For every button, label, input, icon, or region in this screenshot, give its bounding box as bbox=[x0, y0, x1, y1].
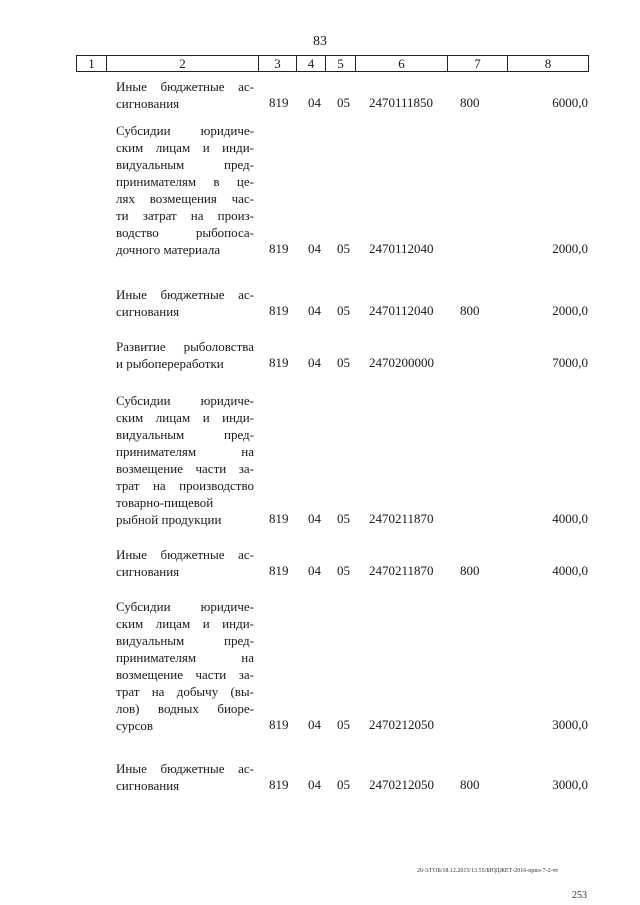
cell-c7: 800 bbox=[460, 777, 480, 792]
cell-c5: 05 bbox=[337, 95, 350, 110]
cell-c6: 2470212050 bbox=[369, 777, 434, 792]
description-line: рыбной продукции bbox=[116, 512, 222, 527]
column-header-table bbox=[76, 55, 589, 72]
description-line: сурсов bbox=[116, 718, 154, 733]
cell-c5: 05 bbox=[337, 777, 350, 792]
cell-c5: 05 bbox=[337, 563, 350, 578]
cell-c8: 2000,0 bbox=[552, 303, 588, 318]
description-line: Иные бюджетные ас- bbox=[116, 79, 254, 94]
header-col-4: 4 bbox=[297, 56, 326, 72]
cell-c8: 2000,0 bbox=[552, 241, 588, 256]
cell-c4: 04 bbox=[308, 355, 321, 370]
description-line: лях возмещения час- bbox=[116, 191, 254, 206]
description-line: ским лицам и инди- bbox=[116, 410, 254, 425]
cell-c6: 2470211870 bbox=[369, 511, 434, 526]
cell-c3: 819 bbox=[269, 95, 289, 110]
cell-c7: 800 bbox=[460, 95, 480, 110]
description-line: товарно-пищевой bbox=[116, 495, 214, 510]
description-line: сигнования bbox=[116, 96, 180, 111]
cell-c3: 819 bbox=[269, 511, 289, 526]
cell-c6: 2470112040 bbox=[369, 303, 434, 318]
description-line: ским лицам и инди- bbox=[116, 140, 254, 155]
cell-c7: 800 bbox=[460, 563, 480, 578]
header-col-3: 3 bbox=[259, 56, 297, 72]
cell-c5: 05 bbox=[337, 717, 350, 732]
description-line: принимателям в це- bbox=[116, 174, 254, 189]
cell-c8: 7000,0 bbox=[552, 355, 588, 370]
row-description bbox=[116, 392, 254, 528]
cell-c5: 05 bbox=[337, 511, 350, 526]
description-line: ти затрат на произ- bbox=[116, 208, 254, 223]
cell-c8: 4000,0 bbox=[552, 511, 588, 526]
cell-c3: 819 bbox=[269, 563, 289, 578]
cell-c7: 800 bbox=[460, 303, 480, 318]
cell-c4: 04 bbox=[308, 563, 321, 578]
cell-c6: 2470112040 bbox=[369, 241, 434, 256]
row-description bbox=[116, 760, 254, 794]
cell-c6: 2470200000 bbox=[369, 355, 434, 370]
description-line: видуальным пред- bbox=[116, 633, 254, 648]
cell-c8: 3000,0 bbox=[552, 777, 588, 792]
description-line: Субсидии юридиче- bbox=[116, 393, 254, 408]
description-line: Субсидии юридиче- bbox=[116, 123, 254, 138]
corner-mark: 253 bbox=[572, 890, 587, 901]
cell-c4: 04 bbox=[308, 303, 321, 318]
cell-c4: 04 bbox=[308, 511, 321, 526]
row-description bbox=[116, 286, 254, 320]
description-line: Иные бюджетные ас- bbox=[116, 547, 254, 562]
description-line: дочного материала bbox=[116, 242, 221, 257]
cell-c5: 05 bbox=[337, 355, 350, 370]
cell-c3: 819 bbox=[269, 777, 289, 792]
header-col-5: 5 bbox=[326, 56, 356, 72]
cell-c8: 4000,0 bbox=[552, 563, 588, 578]
description-line: ским лицам и инди- bbox=[116, 616, 254, 631]
description-line: принимателям на bbox=[116, 444, 254, 459]
cell-c6: 2470212050 bbox=[369, 717, 434, 732]
description-line: трат на производство bbox=[116, 478, 254, 493]
cell-c3: 819 bbox=[269, 355, 289, 370]
cell-c6: 2470211870 bbox=[369, 563, 434, 578]
cell-c4: 04 bbox=[308, 95, 321, 110]
row-description bbox=[116, 598, 254, 734]
description-line: Развитие рыболовства bbox=[116, 339, 254, 354]
description-line: Иные бюджетные ас- bbox=[116, 287, 254, 302]
cell-c3: 819 bbox=[269, 303, 289, 318]
header-col-6: 6 bbox=[356, 56, 448, 72]
description-line: и рыбопереработки bbox=[116, 356, 224, 371]
description-line: возмещение части за- bbox=[116, 461, 254, 476]
cell-c5: 05 bbox=[337, 241, 350, 256]
header-row bbox=[77, 56, 589, 72]
footer-file-path: 20-3/ГОБ/18.12.2015/13.55/БЮДЖЕТ-2016-прил-7-2-чт bbox=[417, 868, 559, 874]
row-description bbox=[116, 122, 254, 258]
cell-c3: 819 bbox=[269, 241, 289, 256]
cell-c4: 04 bbox=[308, 717, 321, 732]
header-col-7: 7 bbox=[448, 56, 508, 72]
description-line: Субсидии юридиче- bbox=[116, 599, 254, 614]
description-line: видуальным пред- bbox=[116, 427, 254, 442]
row-description bbox=[116, 338, 254, 372]
description-line: видуальным пред- bbox=[116, 157, 254, 172]
cell-c6: 2470111850 bbox=[369, 95, 434, 110]
cell-c3: 819 bbox=[269, 717, 289, 732]
cell-c4: 04 bbox=[308, 777, 321, 792]
description-line: возмещение части за- bbox=[116, 667, 254, 682]
description-line: сигнования bbox=[116, 564, 180, 579]
cell-c4: 04 bbox=[308, 241, 321, 256]
description-line: сигнования bbox=[116, 304, 180, 319]
description-line: принимателям на bbox=[116, 650, 254, 665]
description-line: сигнования bbox=[116, 778, 180, 793]
header-col-1: 1 bbox=[77, 56, 107, 72]
header-col-2: 2 bbox=[107, 56, 259, 72]
row-description bbox=[116, 546, 254, 580]
row-description bbox=[116, 78, 254, 112]
description-line: лов) водных биоре- bbox=[116, 701, 254, 716]
description-line: трат на добычу (вы- bbox=[116, 684, 254, 699]
description-line: Иные бюджетные ас- bbox=[116, 761, 254, 776]
cell-c8: 3000,0 bbox=[552, 717, 588, 732]
cell-c5: 05 bbox=[337, 303, 350, 318]
description-line: водство рыбопоса- bbox=[116, 225, 254, 240]
header-col-8: 8 bbox=[508, 56, 589, 72]
page-number: 83 bbox=[313, 34, 327, 49]
cell-c8: 6000,0 bbox=[552, 95, 588, 110]
